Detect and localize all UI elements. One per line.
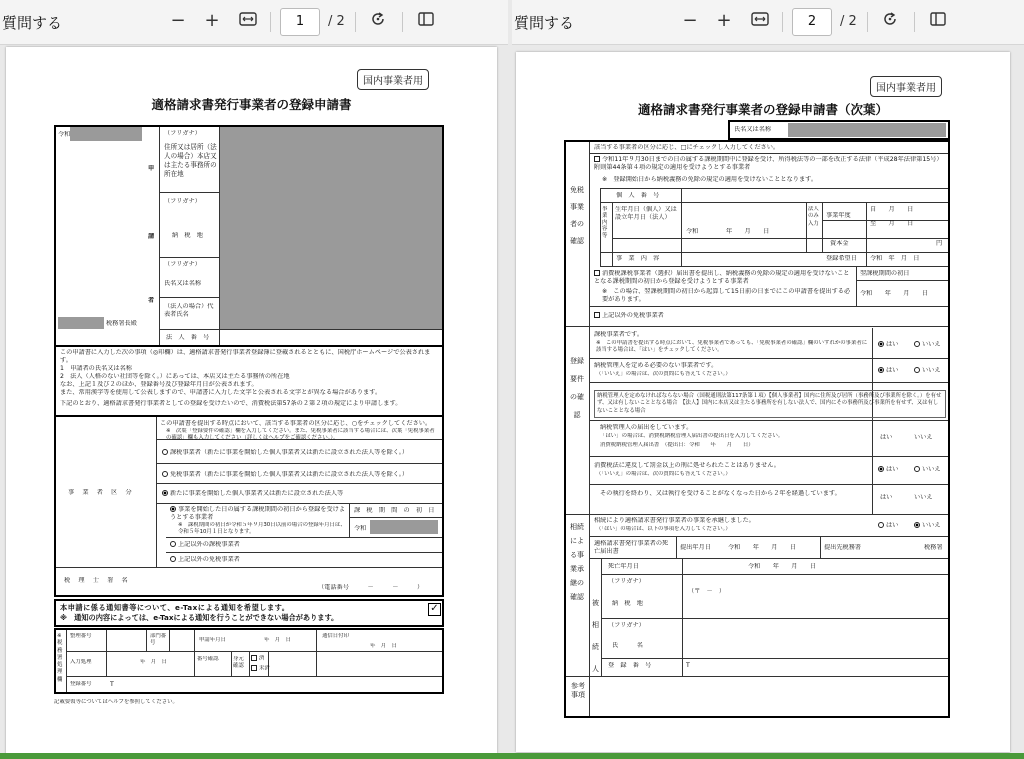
business-content-label: 事 業 内 容 — [616, 255, 660, 262]
option-c[interactable]: 上記以外の免税事業者 — [170, 556, 240, 564]
q6-text: 相続により適格請求書発行事業者の事業を承継しました。 — [594, 517, 755, 524]
bottom-strip — [0, 753, 1024, 759]
rotate-icon[interactable] — [366, 10, 390, 33]
death-date-value: 令和 年 月 日 — [748, 563, 817, 570]
plus-icon[interactable]: + — [204, 10, 220, 31]
redacted-office — [58, 317, 104, 329]
address-label: 住所又は居所（法人の場合）本店又は主たる事務所の所在地 — [164, 143, 217, 178]
minus-icon[interactable]: − — [682, 10, 698, 31]
q2-no[interactable]: いいえ — [914, 367, 941, 375]
capital-label: 資本金 — [830, 240, 849, 247]
business-category-label: 事 業 者 区 分 — [68, 489, 133, 496]
shin-label: 申 — [148, 165, 155, 172]
personal-number-label: 個 人 番 号 — [616, 192, 660, 199]
reiwa-label: 令和 — [58, 131, 71, 138]
submission-date-label: 提出年月日 — [680, 544, 711, 551]
q4-yes[interactable]: はい — [878, 466, 898, 474]
q3-date: 消費税納税管理人届出書 （提出日：令和 年 月 日） — [600, 442, 754, 448]
number-check-label: 番号確認 — [197, 656, 219, 662]
q1-yes[interactable]: はい — [878, 341, 898, 349]
note-4: なお、上記１及び２のほか、登録番号及び登録年月日が公表されます。 — [60, 381, 258, 388]
q4-text: 消費税法に違反して罰金以上の刑に処せられたことはありません。 — [594, 462, 780, 469]
q1-no[interactable]: いいえ — [914, 341, 941, 349]
period-start-label: 課 税 期 間 の 初 日 — [354, 507, 435, 514]
business-info-label: 事業内容等 — [602, 206, 608, 239]
representative-label: （法人の場合）代表者氏名 — [164, 303, 214, 319]
q5-text: その執行を終わり、又は執行を受けることがなくなった日から２年を経過しています。 — [600, 490, 841, 497]
exempt-option-3[interactable]: 上記以外の免税事業者 — [594, 312, 664, 320]
name-label: 氏名又は名称 — [164, 280, 202, 287]
tax-location-label: 納 税 地 — [172, 232, 203, 239]
desired-date-label: 登録希望日 — [826, 255, 857, 262]
decedent-label: 被相続人 — [592, 599, 599, 673]
q3-no[interactable]: いいえ — [914, 434, 933, 441]
office-column-label: ※税務署処理欄 — [57, 633, 63, 683]
separator — [355, 12, 356, 32]
q2-text: 納税管理人を定める必要のない事業者です。 — [594, 362, 718, 369]
next-period-date: 令和 年 月 日 — [860, 290, 929, 297]
corporate-only-label: 法人のみ入力 — [808, 206, 819, 227]
name-label: 氏名又は名称 — [734, 126, 772, 133]
submission-office-label: 提出先税務署 — [824, 544, 862, 551]
option-b[interactable]: 上記以外の課税事業者 — [170, 541, 240, 549]
section2-label: 登録要件の確認 — [570, 357, 584, 419]
furigana-label: （フリガナ） — [164, 198, 201, 205]
postmark-label: 通信日付印 — [322, 633, 349, 639]
redacted-period-date — [370, 520, 438, 534]
exempt-option-2-note: ※ この場合、翌課税期間の初日から起算して15日前の日までにこの申請書を提出する必要があります。 — [602, 288, 851, 304]
birth-date-label: 生年月日（個人）又は設立年月日（法人） — [615, 206, 677, 222]
phone-label: （電話番号 － － ） — [318, 584, 424, 591]
q3-yes[interactable]: はい — [880, 434, 893, 441]
office-unit: 税務署 — [924, 544, 943, 551]
death-date-label: 死亡年月日 — [608, 563, 639, 570]
decedent-name-label: 氏 名 — [612, 642, 643, 649]
yen-unit: 円 — [936, 240, 943, 247]
date-placeholder: 年 月 日 — [140, 659, 167, 665]
tax-accountant-label: 税 理 士 署 名 — [64, 577, 129, 584]
department-label: 部門番号 — [150, 633, 167, 647]
rotate-icon[interactable] — [878, 10, 902, 33]
postal-code: （〒 － ） — [688, 588, 726, 595]
domestic-tag: 国内事業者用 — [357, 69, 429, 90]
identity-check-label: 身元確認 — [233, 656, 244, 670]
furigana-label: （フリガナ） — [608, 578, 645, 585]
q6-no[interactable]: いいえ — [914, 522, 941, 530]
q5-no[interactable]: いいえ — [914, 494, 933, 501]
toolbar-right — [512, 0, 1024, 45]
q4-no[interactable]: いいえ — [914, 466, 941, 474]
application-date-label: 申請年月日 — [199, 637, 226, 643]
remarks-label: 参考事項 — [571, 682, 585, 699]
t-prefix: T — [110, 681, 114, 688]
page-number-input[interactable]: 2 — [792, 8, 832, 36]
q2-note: （「いいえ」の場合は、次の質問にも答えてください。） — [596, 371, 731, 377]
checked-option[interactable]: 済 — [251, 655, 264, 663]
unchecked-option[interactable]: 未済 — [251, 665, 270, 673]
q1-note: ※ この申請書を提出する時点において、免税事業者であっても、「免税事業者の確認」欄のいずれかの事業者に該当する場合は、「はい」をチェックしてください。 — [596, 340, 868, 354]
reiwa-label: 令和 — [354, 525, 367, 532]
sha-label: 者 — [148, 297, 155, 304]
option-taxable[interactable]: 課税事業者（新たに事業を開始した個人事業者又は新たに設立された法人等を除く。） — [162, 449, 408, 457]
q3-note: 「はい」の場合は、消費税納税管理人届出書の提出日を入力してください。 — [600, 433, 784, 439]
exempt-option-1[interactable]: 令和11年９月30日までの日の属する課税期間中に登録を受け、所得税法等の一部を改正する法律（平成28年法律第15号）附則第44条第４項の規定の適用を受けようとする事業者 — [594, 156, 943, 172]
exempt-option-2[interactable]: 消費税課税事業者（選択）届出書を提出し、納税義務の免除の規定の適用を受けないこととなる課税期間の初日から登録を受けようとする事業者 — [594, 270, 850, 286]
q3-text: 納税管理人の届出をしています。 — [600, 424, 693, 431]
separator — [867, 12, 868, 32]
exempt-option-1-note: ※ 登録開始日から納税義務の免除の規定の適用を受けないこととなります。 — [602, 176, 818, 183]
corporate-number-label: 法 人 番 号 — [166, 334, 210, 341]
note-5: また、常用漢字等を使用して公表しますので、申請書に入力した文字と公表される文字とが異なる場合があります。 — [60, 389, 382, 396]
note-3: 2 法人（人格のない社団等を除く。）にあっては、本店又は主たる事務所の所在地 — [60, 373, 290, 380]
separator — [782, 12, 783, 32]
redacted-applicant-info — [220, 127, 442, 329]
category-instruction: この申請書を提出する時点において、該当する事業者の区分に応じ、○をチェックしてください。 — [160, 420, 432, 427]
registration-number-label: 登録番号 — [70, 681, 92, 687]
option-new-business[interactable]: 新たに事業を開始した個人事業者又は新たに設立された法人等 — [162, 490, 343, 498]
furigana-label: （フリガナ） — [164, 261, 201, 268]
separator — [914, 12, 915, 32]
reiwa-label: 令和 — [686, 228, 699, 235]
furigana-label: （フリガナ） — [164, 130, 201, 137]
separator — [402, 12, 403, 32]
furigana-label: （フリガナ） — [608, 622, 645, 629]
fit-width-icon[interactable] — [236, 10, 260, 31]
input-process-label: 入力処理 — [70, 659, 92, 665]
fit-width-icon[interactable] — [748, 10, 772, 31]
option-exempt[interactable]: 免税事業者（新たに事業を開始した個人事業者又は新たに設立された法人等を除く。） — [162, 471, 408, 479]
panel-icon[interactable] — [926, 10, 950, 33]
category-note: ※ 次葉「登録要件の確認」欄を入力してください。また、免税事業者に該当する場合には、次葉「免税事業者の確認」欄も入力してください（詳しくはヘルプをご確認ください。）。 — [166, 428, 435, 442]
ask-question-button[interactable]: 質問する — [2, 13, 63, 32]
fiscal-year-label: 事業年度 — [826, 212, 851, 219]
decedent-registration-label: 登 録 番 号 — [608, 662, 652, 669]
death-notice-label: 適格請求書発行事業者の死亡届出書 — [594, 540, 669, 556]
plus-icon[interactable]: + — [716, 10, 732, 31]
etax-checkbox[interactable]: ✓ — [428, 603, 441, 616]
page-title: 適格請求書発行事業者の登録申請書 — [151, 97, 352, 112]
page-title: 適格請求書発行事業者の登録申請書（次葉） — [637, 102, 888, 117]
redacted-date — [70, 127, 142, 141]
ask-question-button[interactable]: 質問する — [514, 13, 575, 32]
t-prefix: T — [686, 662, 690, 669]
toolbar-left — [0, 0, 508, 45]
note-6: 下記のとおり、適格請求書発行事業者としての登録を受けたいので、消費税法第57条の２第２項の規定により申請します。 — [60, 400, 402, 407]
separator — [270, 12, 271, 32]
etax-notice: ※ 通知の内容によっては、e-Taxによる通知を行うことができない場合があります。 — [60, 613, 339, 622]
domestic-tag: 国内事業者用 — [870, 76, 942, 97]
page-number-input[interactable]: 1 — [280, 8, 320, 36]
minus-icon[interactable]: − — [170, 10, 186, 31]
panel-icon[interactable] — [414, 10, 438, 33]
fiscal-from: 自 月 日 — [870, 206, 914, 213]
section1-intro: 該当する事業者の区分に応じ、□にチェックし入力してください。 — [594, 144, 780, 151]
pdf-page-1 — [6, 47, 497, 754]
section1-label: 免税事業者の確認 — [570, 186, 584, 245]
q1-text: 課税事業者です。 — [594, 331, 644, 338]
decedent-tax-location-label: 納 税 地 — [612, 600, 643, 607]
q2-yes[interactable]: はい — [878, 367, 898, 375]
q6-yes[interactable]: はい — [878, 522, 898, 530]
page-total: / 2 — [840, 14, 857, 29]
section3-label: 相続による事業承継の確認 — [570, 523, 584, 601]
redacted-name — [788, 123, 946, 137]
note-2: 1 申請者の氏名又は名称 — [60, 365, 132, 372]
date-placeholder: 年 月 日 — [726, 228, 770, 235]
note-1: この申請書に入力した次の事項（◎印欄）は、適格請求書発行事業者登録簿に登載されるとともに、国税庁ホームページで公表されます。 — [60, 349, 431, 365]
tax-office-label: 税務署長殿 — [106, 320, 137, 327]
option-new-business-a[interactable]: 事業を開始した日の属する課税期間の初日から登録を受けようとする事業者 — [170, 506, 346, 522]
pdf-page-2 — [516, 52, 1010, 752]
fiscal-to: 至 月 日 — [870, 220, 914, 227]
submission-date-value: 令和 年 月 日 — [728, 544, 797, 551]
next-period-label: 翌課税期間の初日 — [860, 270, 910, 277]
desired-date-value: 令和 年 月 日 — [870, 255, 920, 262]
option-a-note: ※ 課税期間の初日が令和５年９月30日以前の場合の登録年月日は、令和５年10月１日となります。 — [178, 522, 346, 536]
reference-number-label: 整理番号 — [70, 633, 92, 639]
q2-box: 納税管理人を定めなければならない場合（国税通則法第117条第１項）【個人事業者】国内に住所及び居所（事務所及び事業所を除く。）を有せず、又は有しないこととなる場合 【法人】国内に本店又は主たる事務所を有しない法人で、国内にその事務所及び事業所を有せず、又は有しないこととなる場合 — [594, 390, 946, 418]
page-total: / 2 — [328, 14, 345, 29]
footer-note: 記載要領等についてはヘルプを参照してください。 — [54, 699, 178, 705]
etax-request: 本申請に係る通知書等について、e-Taxによる通知を希望します。 — [60, 603, 290, 612]
q5-yes[interactable]: はい — [880, 494, 893, 501]
q6-note: （「はい」の場合は、以下の事項を入力してください。） — [596, 526, 731, 532]
q4-note: （「いいえ」の場合は、次の質問にも答えてください。） — [596, 471, 731, 477]
date-placeholder: 年 月 日 — [370, 643, 397, 649]
date-placeholder: 年 月 日 — [264, 637, 291, 643]
sei-label: 請 — [148, 233, 155, 240]
